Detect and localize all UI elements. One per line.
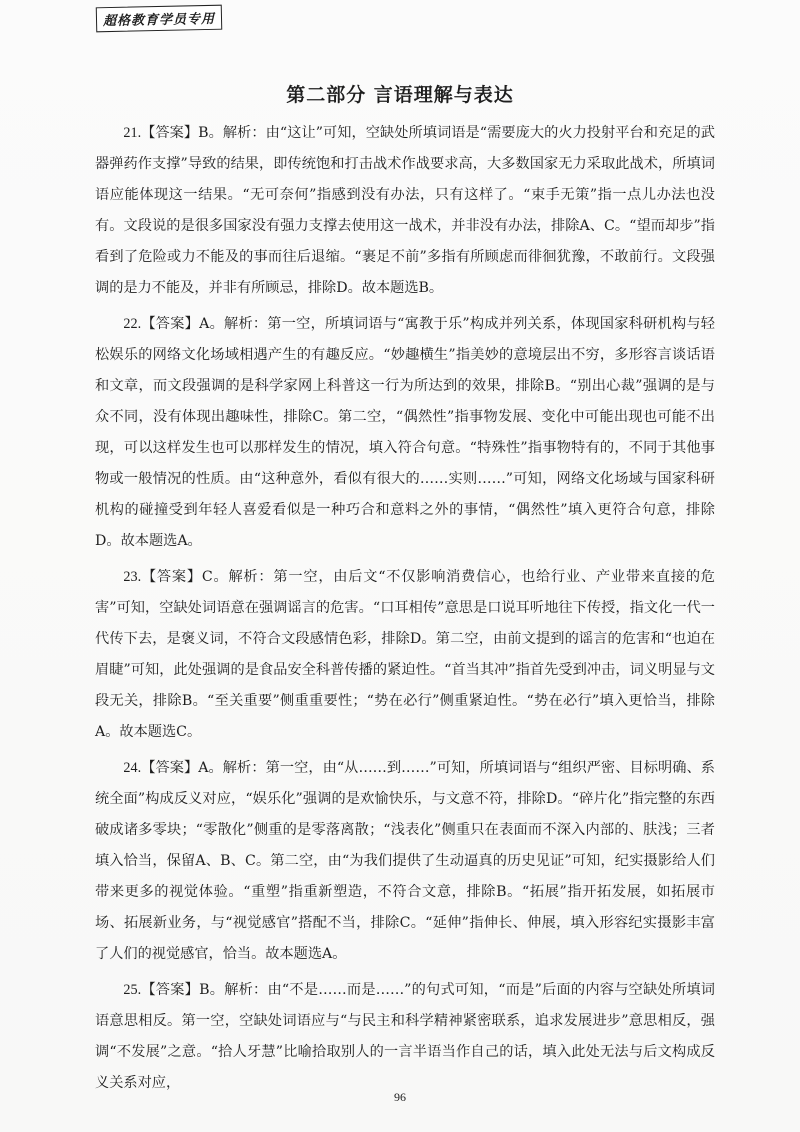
question-number: 21.: [123, 125, 142, 141]
answer-item-21: [95, 118, 715, 304]
answer-explanations: [95, 118, 715, 1104]
answer-item-23: [95, 562, 715, 748]
answer-item-24: [95, 753, 715, 970]
question-number: 22.: [123, 316, 142, 332]
answer-text: 【答案】B。解析：由“这让”可知，空缺处所填词语是“需要庞大的火力投射平台和充足的武器弹药作支撑”导致的结果，即传统饱和打击战术作战要求高，大多数国家无力采取此战术，所填词语应能体现这一结果。“无可奈何”指感到没有办法，只有这样了。“束手无策”指一点儿办法也没有。文段说的是很多国家没有强力支撑去使用这一战术，并非没有办法，排除A、C。“望而却步”指看到了危险或力不能及的事而往后退缩。“裹足不前”多指有所顾虑而徘徊犹豫，不敢前行。文段强调的是力不能及，并非有所顾忌，排除D。故本题选B。: [95, 125, 715, 296]
answer-text: 【答案】A。解析：第一空，由“从……到……”可知，所填词语与“组织严密、目标明确、系统全面”构成反义对应，“娱乐化”强调的是欢愉快乐，与文意不符，排除D。“碎片化”指完整的东西破成诸多零块；“零散化”侧重的是零落离散；“浅表化”侧重只在表面而不深入内部的、肤浅；三者填入恰当，保留A、B、C。第二空，由“为我们提供了生动逼真的历史见证”可知，纪实摄影给人们带来更多的视觉体验。“重塑”指重新塑造，不符合文意，排除B。“拓展”指开拓发展，如拓展市场、拓展新业务，与“视觉感官”搭配不当，排除C。“延伸”指伸长、伸展，填入形容纪实摄影丰富了人们的视觉感官，恰当。故本题选A。: [95, 760, 715, 962]
question-number: 25.: [123, 982, 142, 998]
answer-item-22: [95, 309, 715, 557]
answer-item-25: [95, 975, 715, 1099]
question-number: 23.: [123, 569, 142, 585]
student-only-stamp: 超格教育学员专用: [96, 5, 223, 33]
answer-text: 【答案】C。解析：第一空，由后文“不仅影响消费信心，也给行业、产业带来直接的危害”可知，空缺处词语意在强调谣言的危害。“口耳相传”意思是口说耳听地往下传授，指文化一代一代传下去，是褒义词，不符合文段感情色彩，排除D。第二空，由前文提到的谣言的危害和“也迫在眉睫”可知，此处强调的是食品安全科普传播的紧迫性。“首当其冲”指首先受到冲击，词义明显与文段无关，排除B。“至关重要”侧重重要性；“势在必行”侧重紧迫性。“势在必行”填入更恰当，排除A。故本题选C。: [95, 569, 715, 740]
answer-text: 【答案】A。解析：第一空，所填词语与“寓教于乐”构成并列关系，体现国家科研机构与轻松娱乐的网络文化场域相遇产生的有趣反应。“妙趣横生”指美妙的意境层出不穷，多形容言谈话语和文章，而文段强调的是科学家网上科普这一行为所达到的效果，排除B。“别出心裁”强调的是与众不同，没有体现出趣味性，排除C。第二空，“偶然性”指事物发展、变化中可能出现也可能不出现，可以这样发生也可以那样发生的情况，填入符合句意。“特殊性”指事物特有的，不同于其他事物或一般情况的性质。由“这种意外，看似有很大的……实则……”可知，网络文化场域与国家科研机构的碰撞受到年轻人喜爱看似是一种巧合和意料之外的事情，“偶然性”填入更符合句意，排除D。故本题选A。: [95, 316, 715, 549]
page-number: 96: [394, 1090, 406, 1104]
section-title: 第二部分 言语理解与表达: [286, 84, 514, 106]
answer-text: 【答案】B。解析：由“不是……而是……”的句式可知，“而是”后面的内容与空缺处所填词语意思相反。第一空，空缺处词语应与“与民主和科学精神紧密联系，追求发展进步”意思相反，强调“不发展”之意。“拾人牙慧”比喻拾取别人的一言半语当作自己的话，填入此处无法与后文构成反义关系对应，: [95, 982, 715, 1091]
question-number: 24.: [123, 760, 142, 776]
